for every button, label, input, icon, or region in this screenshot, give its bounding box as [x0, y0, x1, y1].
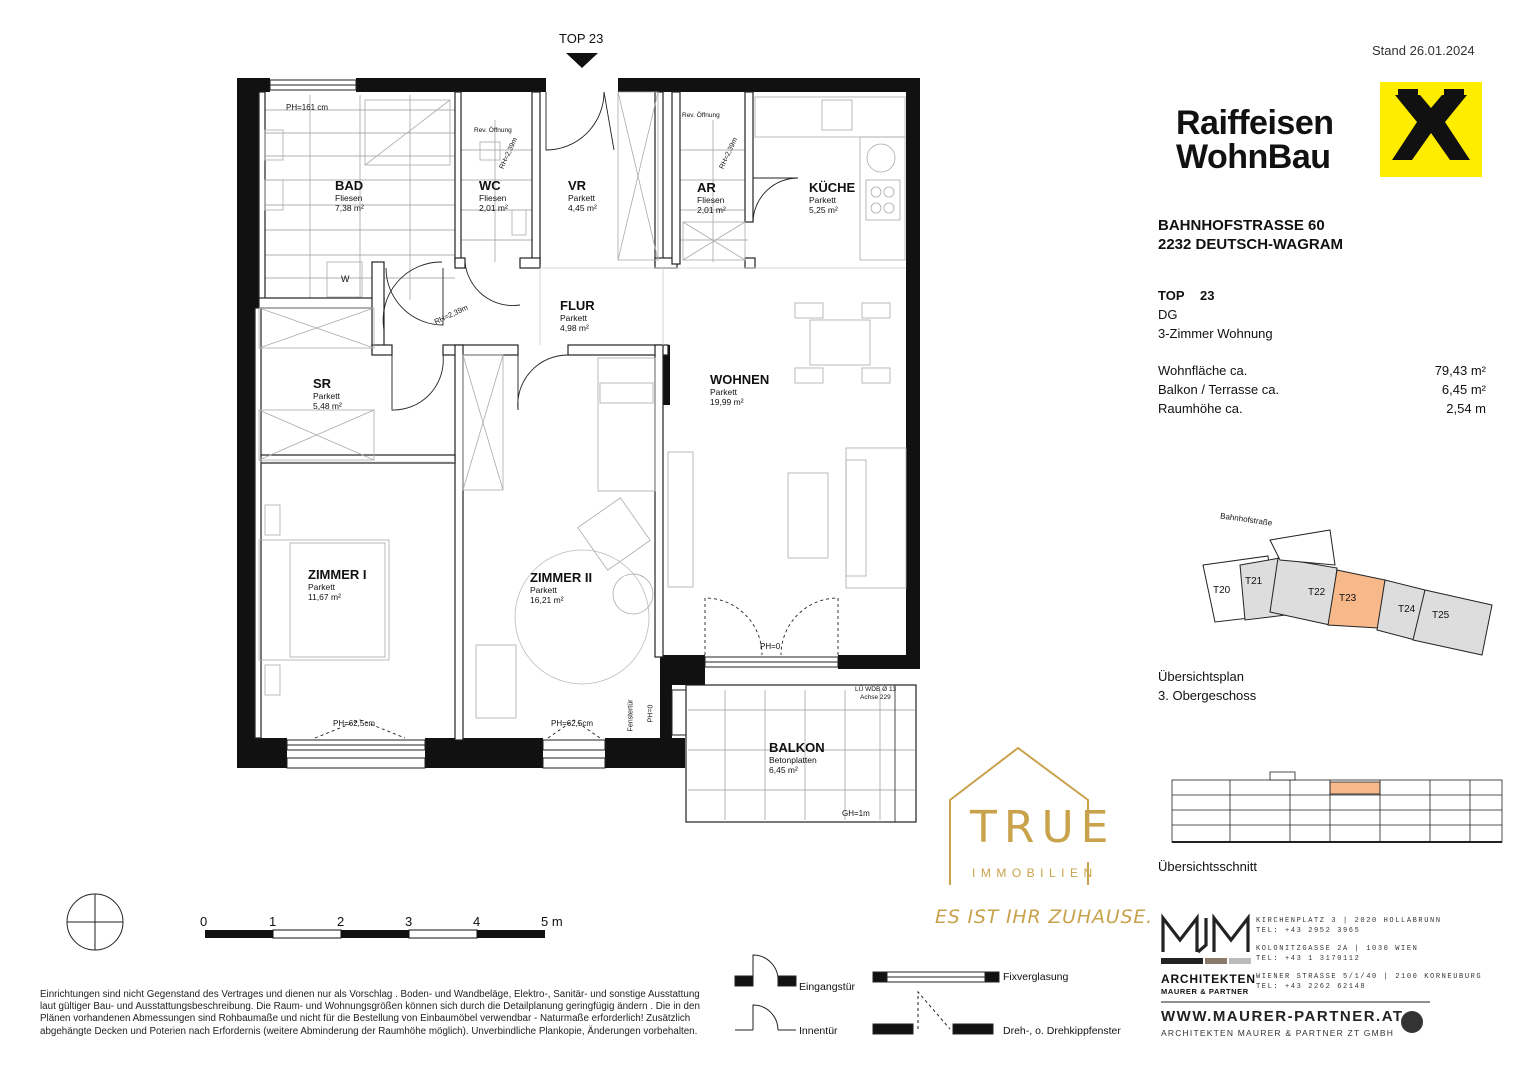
raumhoehe-value: 2,54 m — [1446, 401, 1486, 416]
room-floor: Fliesen — [335, 193, 363, 203]
room-bad — [335, 178, 364, 213]
rev-wc-note: Rev. Öffnung — [474, 127, 512, 134]
room-floor: Parkett — [313, 391, 340, 401]
room-name: KÜCHE — [809, 180, 856, 195]
raiffeisen-logo-icon — [1380, 82, 1482, 177]
rh-wc-note: RH=2,39m — [498, 136, 520, 171]
legend-fixverglasung: Fixverglasung — [1003, 971, 1069, 983]
room-name: BALKON — [769, 740, 825, 755]
address-street: BAHNHOFSTRASSE 60 — [1158, 217, 1325, 234]
room-area: 5,25 m² — [809, 205, 838, 215]
room-ar — [697, 180, 726, 215]
overview-plan-label: Übersichtsplan — [1158, 669, 1244, 684]
entrance-label: TOP 23 — [559, 31, 604, 46]
architect-tel-3: TEL: +43 2262 62148 — [1256, 983, 1367, 991]
room-area: 5,48 m² — [313, 401, 342, 411]
room-floor: Parkett — [308, 582, 335, 592]
scale-tick: 1 — [269, 914, 277, 929]
room-name: ZIMMER II — [530, 570, 593, 585]
room-wohnen — [710, 372, 769, 407]
room-area: 4,98 m² — [560, 323, 589, 333]
unit-type: 3-Zimmer Wohnung — [1158, 326, 1273, 341]
room-floor: Parkett — [710, 387, 737, 397]
rh-flur-note: RH=2,39m — [432, 302, 470, 327]
room-area: 19,99 m² — [710, 397, 744, 407]
room-sr — [313, 376, 342, 411]
stand-date: Stand 26.01.2024 — [1372, 43, 1475, 58]
raiffeisen-wordmark — [1176, 106, 1334, 174]
compass-icon — [67, 894, 123, 950]
room-name: AR — [697, 180, 716, 195]
mjm-logo-icon — [1161, 918, 1251, 964]
disclaimer-text: Einrichtungen sind nicht Gegenstand des Vertrages und dienen nur als Vorschlag . Boden- und Wandbeläge, Elektro-, Sanitär- und sonstige Ausstattung laut gültiger Bau- und Ausstattungsbeschreibung. Die Raum- und Wohnungsgrößen können sich durch die Detailplanung geringfügig ändern . Die in den Plänen vorhandenen Abmessungen sind Rohbaumaße und nicht für die Bestellung von Einbaumöbel verwendbar - Naturmaße erforderlich! Zusätzlich abgehängte Decken und Poterien nach Erfordernis (weitere Abminderung der Raumhöhe möglich). Unverbindliche Plankopie, Änderungen vorbehalten. — [40, 989, 700, 1037]
room-floor: Parkett — [568, 193, 595, 203]
room-floor: Parkett — [560, 313, 587, 323]
room-area: 4,45 m² — [568, 203, 597, 213]
scale-tick: 5 m — [541, 914, 563, 929]
address-city: 2232 DEUTSCH-WAGRAM — [1158, 236, 1344, 253]
overview-plan-floor: 3. Obergeschoss — [1158, 688, 1257, 703]
overview-unit: T25 — [1432, 610, 1450, 621]
architect-name-2: MAURER & PARTNER — [1161, 987, 1249, 996]
ph-zimmer2-note: PH=62,5cm — [551, 719, 594, 728]
room-floor: Fliesen — [479, 193, 507, 203]
room-name: VR — [568, 178, 587, 193]
legend-eingangstuer: Eingangstür — [799, 981, 856, 993]
room-name: BAD — [335, 178, 364, 193]
overview-section-label: Übersichtsschnitt — [1158, 859, 1257, 874]
fenstertuer-note: Fenstertür — [627, 699, 635, 732]
room-balkon — [769, 740, 825, 775]
raumhoehe-label: Raumhöhe ca. — [1158, 401, 1243, 416]
room-flur — [560, 298, 595, 333]
architect-address-1: KIRCHENPLATZ 3 | 2020 HOLLABRUNN — [1256, 917, 1442, 925]
true-wordmark: TRUE — [970, 802, 1116, 853]
overview-unit-highlight: T23 — [1339, 593, 1357, 604]
room-name: ZIMMER I — [308, 567, 367, 582]
unit-top-number: 23 — [1200, 288, 1215, 303]
brand-line1: Raiffeisen — [1176, 104, 1334, 142]
scale-tick: 0 — [200, 914, 208, 929]
overview-street: Bahnhofstraße — [1219, 511, 1273, 528]
room-name: SR — [313, 376, 332, 391]
room-floor: Fliesen — [697, 195, 725, 205]
entrance-arrow — [566, 53, 598, 68]
architect-address-3: WIENER STRASSE 5/1/40 | 2100 KORNEUBURG — [1256, 973, 1483, 981]
architect-address-2: KOLONITZGASSE 2A | 1030 WIEN — [1256, 945, 1419, 953]
room-area: 2,01 m² — [697, 205, 726, 215]
scale-tick: 4 — [473, 914, 481, 929]
room-area: 2,01 m² — [479, 203, 508, 213]
architect-website-link[interactable]: WWW.MAURER-PARTNER.AT — [1161, 1008, 1404, 1025]
room-vr — [568, 178, 597, 213]
room-name: FLUR — [560, 298, 595, 313]
austria-eagle-icon — [1401, 1011, 1423, 1033]
room-zimmer-1 — [308, 567, 367, 602]
brand-line2: WohnBau — [1176, 138, 1331, 176]
architect-name-1: ARCHITEKTEN — [1161, 972, 1256, 986]
scale-tick: 2 — [337, 914, 345, 929]
unit-top-label: TOP — [1158, 288, 1185, 303]
room-wc — [479, 178, 508, 213]
lue-note: LÜ WDB Ø 13 — [855, 686, 897, 693]
balkon-value: 6,45 m² — [1441, 382, 1486, 397]
ph-balkon-note: PH=0 — [760, 642, 781, 651]
architect-tel-2: TEL: +43 1 3170112 — [1256, 955, 1361, 963]
scale-tick: 3 — [405, 914, 413, 929]
room-floor: Parkett — [809, 195, 836, 205]
room-floor: Betonplatten — [769, 755, 817, 765]
ph-fenster-note: PH=0 — [647, 704, 655, 723]
legend-innentuer: Innentür — [799, 1025, 838, 1037]
overview-unit: T21 — [1245, 576, 1263, 587]
ph-zimmer1-note: PH=62,5cm — [333, 719, 376, 728]
room-area: 11,67 m² — [308, 592, 341, 602]
achse-note: Achse 229 — [860, 694, 891, 701]
room-zimmer-2 — [530, 570, 592, 605]
true-slogan: ES IST IHR ZUHAUSE. — [935, 906, 1153, 928]
room-floor: Parkett — [530, 585, 557, 595]
room-area: 6,45 m² — [769, 765, 798, 775]
room-area: 16,21 m² — [530, 595, 564, 605]
unit-floor: DG — [1158, 307, 1178, 322]
overview-unit: T20 — [1213, 585, 1231, 596]
overview-unit: T22 — [1308, 587, 1326, 598]
rh-ar-note: RH=2,39m — [718, 136, 740, 171]
balkon-label: Balkon / Terrasse ca. — [1158, 382, 1280, 397]
room-name: WOHNEN — [710, 372, 770, 387]
legend-symbols — [735, 955, 999, 1034]
room-kueche — [809, 180, 855, 215]
ph-bad-note: PH=161 cm — [286, 103, 329, 112]
architect-tel-1: TEL: +43 2952 3965 — [1256, 927, 1361, 935]
rev-ar-note: Rev. Öffnung — [682, 112, 720, 119]
wohnflaeche-label: Wohnfläche ca. — [1158, 363, 1248, 378]
architect-company: ARCHITEKTEN MAURER & PARTNER ZT GMBH — [1161, 1028, 1395, 1038]
legend-drehkipp: Dreh-, o. Drehkippfenster — [1003, 1025, 1121, 1037]
w-note: W — [341, 274, 350, 284]
room-name: WC — [479, 178, 501, 193]
wohnflaeche-value: 79,43 m² — [1434, 363, 1486, 378]
true-sub: IMMOBILIEN — [972, 866, 1098, 880]
room-area: 7,38 m² — [335, 203, 364, 213]
gh-note: GH=1m — [842, 809, 870, 818]
overview-section — [1172, 772, 1502, 842]
scale-bar — [205, 930, 545, 938]
overview-unit: T24 — [1398, 604, 1416, 615]
